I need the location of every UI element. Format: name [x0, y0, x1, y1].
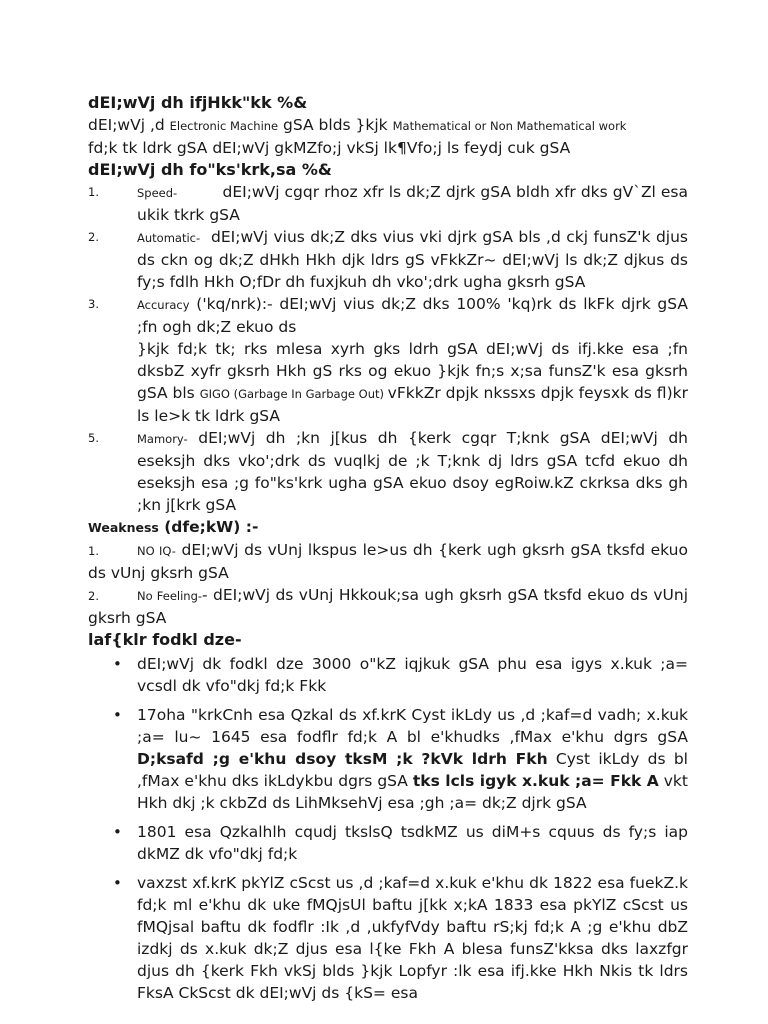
bullet-icon: • — [113, 823, 122, 841]
bullet-icon: • — [113, 706, 122, 724]
item-text: dEI;wVj dh ;kn j[kus dh {kerk cgqr T;knk gSA dEI;wVj dh eseksjh dks vko';drk ds vuqlkj de ;k T;knk dj ldrs gSA tcfd ekuo dh eseksjh esa ;g fo"ks'krk ugha gSA ekuo dsoy egRoiw.kZ ckrksa dks gh ;kn j[krk gSA — [137, 429, 688, 514]
section-title-features: dEI;wVj dh fo"ks'krk,sa %& — [88, 160, 332, 179]
history-bullet-3: • 1801 esa Qzkalhlh cqudj tkslsQ tsdkMZ us diM+s cquus ds fy;s iap dkMZ dk vfo"dkj fd;k — [113, 823, 688, 863]
feature-item-accuracy — [88, 293, 688, 338]
item-number: 1. — [88, 544, 99, 558]
feature-item-memory — [88, 427, 688, 516]
weakness-item-no-feeling — [88, 584, 688, 629]
definition-line-2: fd;k tk ldrk gSA dEI;wVj gkMZfo;j vkSj lk¶Vfo;j ls feydj cuk gSA — [88, 139, 571, 157]
section-title-history: laf{klr fodkl dze- — [88, 630, 242, 649]
item-text: ('kq/nrk):- dEI;wVj vius dk;Z dks 100% 'kq)rk ds lkFk djrk gSA ;fn ogh dk;Z ekuo ds — [137, 295, 688, 336]
item-text: dEI;wVj ds vUnj lkspus le>us dh {kerk ugh gksrh gSA tksfd ekuo ds vUnj gksrh gSA — [88, 541, 688, 582]
history-bullet-4: • vaxzst xf.krK pkYlZ cScst us ,d ;kaf=d x.kuk e'khu dk 1822 esa fuekZ.k fd;k ml e'khu dk uke fMQjsUl baftu j[kk x;kA 1833 esa pkYlZ cScst us fMQjsal baftu dk fodflr :Ik ,d ,ukfyfVdy baftu rS;kj fd;k A ;g e'khu dbZ izdkj ds x.kuk dk;Z djus esa l{ke Fkh A blesa funsZ'kksa dks laxzfgr djus dh {kerk Fkh vkSj blds }kjk Lopfyr :lk esa ifj.kke Hkh Nkis tk ldrs FksA CkScst dk dEI;wVj ds {kS= esa — [113, 874, 688, 1002]
item-label: No Feeling- — [137, 589, 203, 603]
item-label: Speed- — [137, 186, 178, 200]
item-label: Accuracy — [137, 298, 190, 312]
item-label: NO IQ- — [137, 544, 176, 558]
feature-item-automatic — [88, 226, 688, 293]
item-text: - dEI;wVj ds vUnj Hkkouk;sa ugh gksrh gSA tksfd ekuo ds vUnj gksrh gSA — [88, 586, 689, 627]
item-number: 2. — [88, 589, 99, 603]
weakness-item-no-iq — [88, 539, 688, 584]
item-number: 5. — [88, 431, 99, 445]
section-title-weakness: Weakness (dfe;kW) :- — [88, 518, 259, 536]
history-bullet-1: • dEI;wVj dk fodkl dze 3000 o"kZ iqjkuk gSA phu esa igys x.kuk ;a= vcsdl dk vfo"dkj fd;k Fkk — [113, 655, 688, 695]
item-number: 1. — [88, 185, 99, 199]
bullet-icon: • — [113, 655, 122, 673]
section-title-definition: dEI;wVj dh ifjHkk"kk %& — [88, 93, 308, 112]
history-bullet-2: • 17oha "krkCnh esa Qzkal ds xf.krK Cyst ikLdy us ,d ;kaf=d vadh; x.kuk ;a= lu~ 1645 esa fodflr fd;k A bl e'khudks ,fMax e'khu dgrs gSA D;ksafd ;g e'khu dsoy tksM ;k ?kVk ldrh Fkh Cyst ikLdy ds bl ,fMax e'khu dks ikLdykbu dgrs gSA tks lcls igyk x.kuk ;a= Fkk A vkt Hkh dkj ;k ckbZd ds LihMksehVj esa ;gh ;a= dk;Z djrk gSA — [113, 706, 688, 812]
feature-item-accuracy-continued: }kjk fd;k tk; rks mlesa xyrh gks ldrh gSA dEI;wVj ds ifj.kke esa ;fn dksbZ xyfr gksrh Hkh gS rks og ekuo }kjk fn;s x;sa funsZ'k esa gksrh gSA bls GIGO (Garbage In Garbage Out) vFkkZr dpjk nkssxs dpjk feysxk ds fl)kr ls le>k tk ldrk gSA — [137, 340, 688, 425]
definition-line-1: dEI;wVj ,d Electronic Machine gSA blds }kjk Mathematical or Non Mathematical work — [88, 116, 627, 134]
bullet-icon: • — [113, 874, 122, 892]
item-label: Mamory- — [137, 432, 188, 446]
item-label: Automatic- — [137, 231, 201, 245]
item-text: dEI;wVj cgqr rhoz xfr ls dk;Z djrk gSA bldh xfr dks gV`Zl esa ukik tkrk gSA — [137, 183, 689, 224]
item-number: 2. — [88, 230, 99, 244]
item-text: dEI;wVj vius dk;Z dks vius vki djrk gSA bls ,d ckj funsZ'k djus ds ckn og dk;Z dHkh Hkh djk ldrs gS vFkkZr~ dEI;wVj ls dk;Z djkus ds fy;s fdlh Hkh O;fDr dh fuxjkuh dh vko';drk ugha gksrh gSA — [137, 228, 689, 291]
item-number: 3. — [88, 297, 99, 311]
feature-item-speed — [88, 181, 688, 226]
